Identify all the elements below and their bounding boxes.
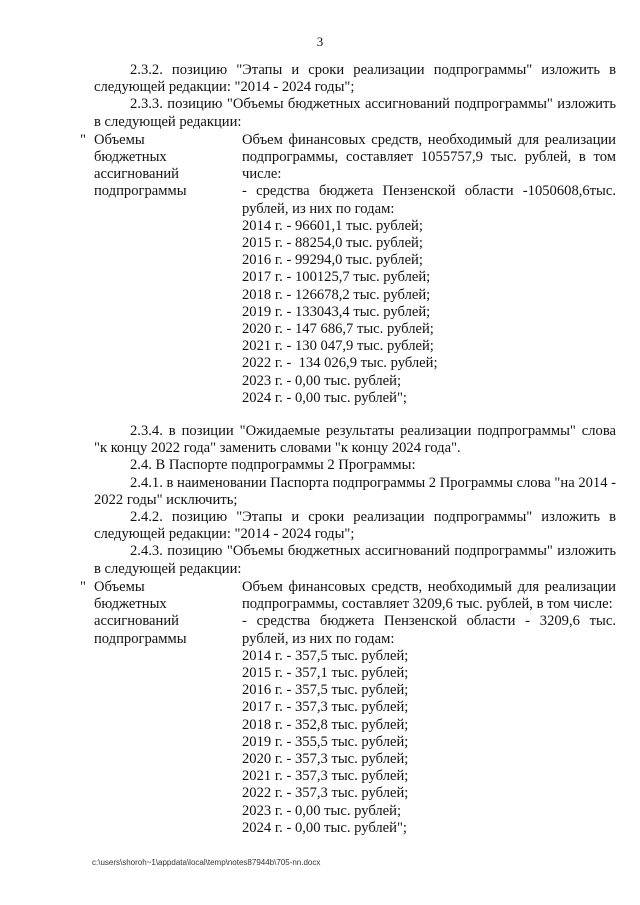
year-line: 2023 г. - 0,00 тыс. рублей; xyxy=(242,372,402,389)
paragraph-2-3-2: 2.3.2. позицию "Этапы и сроки реализации подпрограммы" изложить в следующей редакции: "2014 - 2024 годы"; xyxy=(94,62,616,96)
year-line: 2017 г. - 357,3 тыс. рублей; xyxy=(242,699,409,716)
funding-total-text: Объем финансовых средств, необходимый для реализации подпрограммы, составляет 1055757,9 тыс. рублей, в том числе: xyxy=(242,131,616,183)
year-line: 2021 г. - 130 047,9 тыс. рублей; xyxy=(242,338,434,355)
year-line: 2019 г. - 355,5 тыс. рублей; xyxy=(242,733,409,750)
year-line: 2020 г. - 147 686,7 тыс. рублей; xyxy=(242,321,434,338)
table-value-column xyxy=(242,579,616,837)
regional-budget-text: - средства бюджета Пензенской области - 3209,6 тыс. рублей, из них по годам: xyxy=(242,613,616,647)
year-line: 2015 г. - 88254,0 тыс. рублей; xyxy=(242,235,423,252)
table-value-column xyxy=(242,132,616,407)
paragraph-2-4-2: 2.4.2. позицию "Этапы и сроки реализации подпрограммы" изложить в следующей редакции: "2014 - 2024 годы"; xyxy=(94,509,616,543)
opening-quote: " xyxy=(80,131,86,148)
opening-quote: " xyxy=(80,578,86,595)
year-line: 2014 г. - 357,5 тыс. рублей; xyxy=(242,647,409,664)
paragraph-2-3-3: 2.3.3. позицию "Объемы бюджетных ассигнований подпрограммы" изложить в следующей редакции: xyxy=(94,96,616,130)
file-path-footer: c:\users\shoroh~1\appdata\local\temp\notes87944b\705-nn.docx xyxy=(92,858,321,867)
funding-total-text: Объем финансовых средств, необходимый для реализации подпрограммы, составляет 3209,6 тыс. рублей, в том числе: xyxy=(242,578,616,613)
year-line: 2021 г. - 357,3 тыс. рублей; xyxy=(242,768,409,785)
year-line: 2019 г. - 133043,4 тыс. рублей; xyxy=(242,303,431,320)
funding-table-1 xyxy=(80,131,616,407)
document-body xyxy=(80,62,617,837)
table-label-line: бюджетных xyxy=(94,149,167,166)
paragraph-2-3-4: 2.3.4. в позиции "Ожидаемые результаты реализации подпрограммы" слова "к концу 2022 года" заменить словами "к концу 2024 года". xyxy=(94,423,616,457)
year-line: 2022 г. - 357,3 тыс. рублей; xyxy=(242,785,409,802)
year-line: 2018 г. - 126678,2 тыс. рублей; xyxy=(242,286,431,303)
table-label-line: подпрограммы xyxy=(94,183,187,200)
paragraph-2-4-3: 2.4.3. позицию "Объемы бюджетных ассигнований подпрограммы" изложить в следующей редакции: xyxy=(94,543,616,577)
year-line: 2022 г. - 134 026,9 тыс. рублей; xyxy=(242,355,438,372)
year-line: 2024 г. - 0,00 тыс. рублей"; xyxy=(242,389,407,406)
year-line: 2016 г. - 99294,0 тыс. рублей; xyxy=(242,252,423,269)
year-line: 2016 г. - 357,5 тыс. рублей; xyxy=(242,682,409,699)
regional-budget-text: - средства бюджета Пензенской области -1050608,6тыс. рублей, из них по годам: xyxy=(242,183,616,217)
year-line: 2024 г. - 0,00 тыс. рублей"; xyxy=(242,819,407,836)
year-line: 2020 г. - 357,3 тыс. рублей; xyxy=(242,750,409,767)
year-line: 2017 г. - 100125,7 тыс. рублей; xyxy=(242,269,431,286)
page-number: 3 xyxy=(316,34,324,49)
table-label-line: Объемы xyxy=(94,578,145,595)
table-label-column xyxy=(94,132,242,407)
table-label-line: ассигнований xyxy=(94,613,179,630)
table-label-line: Объемы xyxy=(94,131,145,148)
year-line: 2023 г. - 0,00 тыс. рублей; xyxy=(242,802,402,819)
table-label-column xyxy=(94,579,242,837)
table-label-line: ассигнований xyxy=(94,166,179,183)
funding-table-2 xyxy=(80,578,616,837)
year-line: 2015 г. - 357,1 тыс. рублей; xyxy=(242,664,409,681)
paragraph-2-4-1: 2.4.1. в наименовании Паспорта подпрограммы 2 Программы слова "на 2014 - 2022 годы" исключить; xyxy=(94,474,617,508)
table-label-line: подпрограммы xyxy=(94,630,187,647)
year-line: 2018 г. - 352,8 тыс. рублей; xyxy=(242,716,409,733)
table-label-line: бюджетных xyxy=(94,596,167,613)
year-line: 2014 г. - 96601,1 тыс. рублей; xyxy=(242,217,423,234)
paragraph-2-4: 2.4. В Паспорте подпрограммы 2 Программы: xyxy=(130,457,416,474)
